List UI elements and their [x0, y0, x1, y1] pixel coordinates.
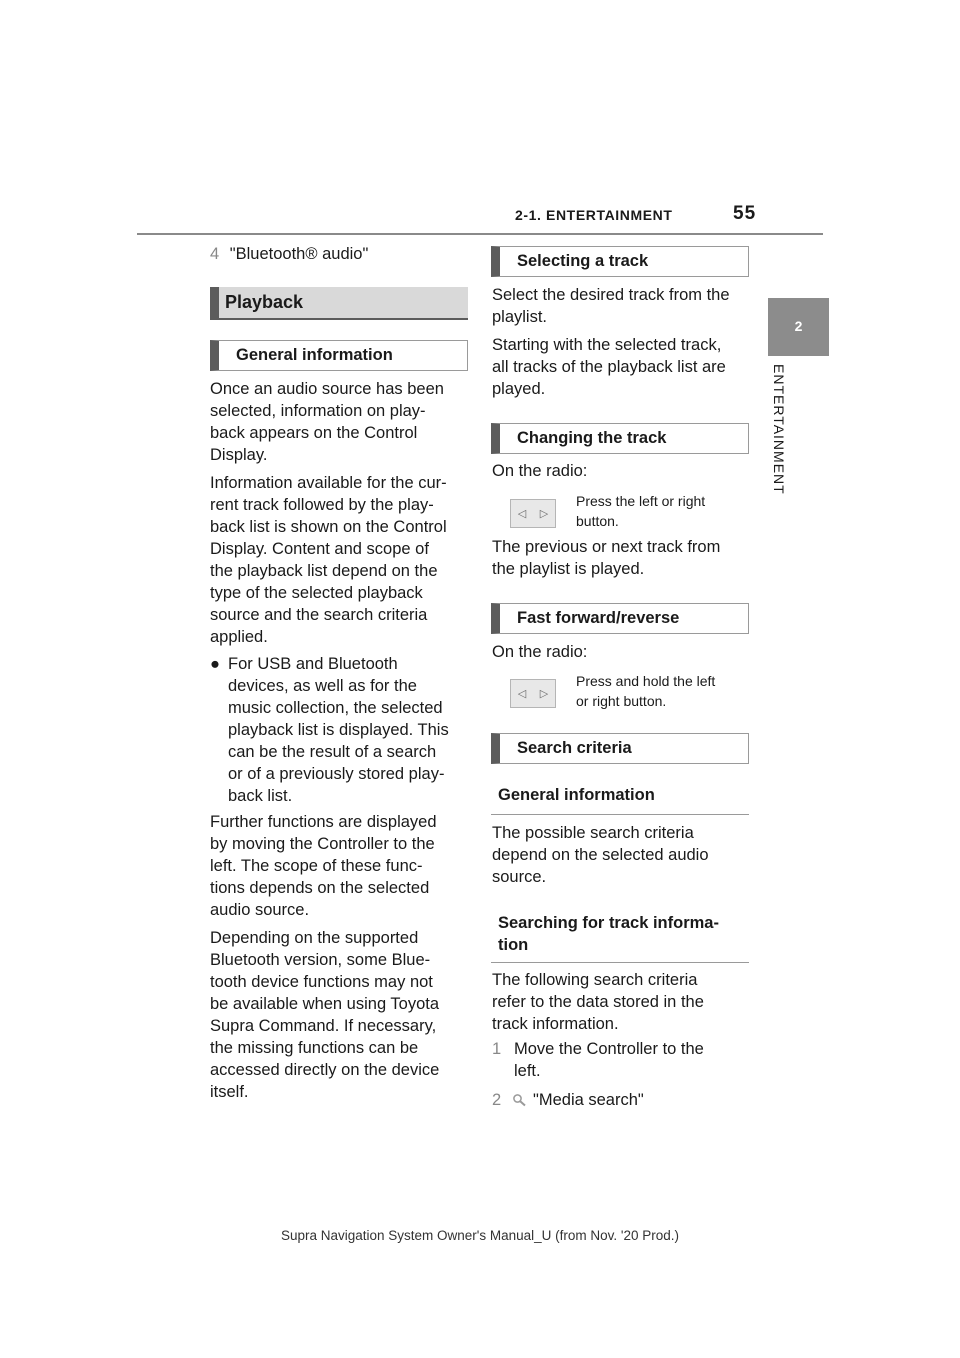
bullet-icon: ● — [210, 655, 220, 673]
on-radio-label: On the radio: — [492, 643, 588, 661]
left-right-button-icon — [510, 499, 556, 528]
step-4 — [210, 243, 465, 265]
step-number: 1 — [492, 1040, 502, 1058]
paragraph: The following search criteria refer to the data stored in the track information. — [492, 971, 704, 1033]
paragraph: The previous or next track from the playlist is played. — [492, 538, 721, 578]
heading-changing-track: Changing the track — [491, 423, 749, 454]
on-radio-label: On the radio: — [492, 462, 588, 480]
paragraph: Information available for the cur- rent track followed by the play- back list is shown on the Control Display. Content and scope of the playback list depend on the type of the selected playback source and the search criteria applied. — [210, 474, 447, 646]
left-arrow-icon: ◁ — [517, 688, 527, 700]
page-footer: Supra Navigation System Owner's Manual_U (from Nov. '20 Prod.) — [280, 1228, 680, 1243]
right-arrow-icon: ▷ — [539, 688, 549, 700]
heading-selecting-track: Selecting a track — [491, 246, 749, 277]
left-right-button-icon — [510, 679, 556, 708]
step-2 — [492, 1089, 747, 1111]
paragraph: The possible search criteria depend on the selected audio source. — [492, 824, 709, 886]
para-line: selected, information on play- — [210, 402, 426, 420]
step-1 — [492, 1038, 747, 1082]
step-number: 4 — [210, 245, 220, 263]
bullet-item — [210, 653, 465, 807]
heading-general-information: General information — [210, 340, 468, 371]
button-note: Press the left or right button. — [576, 493, 706, 529]
search-icon — [512, 1093, 528, 1107]
header-rule — [137, 233, 823, 235]
bullet-text: For USB and Bluetooth devices, as well as for the music collection, the selected playback list is displayed. This can be the result of a search or of a previously stored play- back list. — [228, 655, 449, 805]
paragraph — [210, 378, 465, 466]
paragraph: Depending on the supported Bluetooth version, some Blue- tooth device functions may not be available when using Toyota Supra Command. If necessary, the missing functions can be accessed directly on the device itself. — [210, 929, 440, 1101]
page-number: 55 — [733, 203, 757, 224]
left-arrow-icon: ◁ — [517, 508, 527, 520]
paragraph: Select the desired track from the playlist. — [492, 286, 730, 326]
paragraph: Further functions are displayed by moving the Controller to the left. The scope of these func- tions depends on the selected audio source. — [210, 813, 437, 919]
heading-playback: Playback — [210, 287, 468, 320]
heading-fast-forward-reverse: Fast forward/reverse — [491, 603, 749, 634]
step-text: Move the Controller to the left. — [514, 1040, 704, 1080]
chapter-label: ENTERTAINMENT — [771, 364, 787, 495]
heading-search-criteria: Search criteria — [491, 733, 749, 764]
step-text: "Media search" — [533, 1091, 644, 1109]
para-line: back appears on the Control — [210, 424, 418, 442]
section-title: 2-1. ENTERTAINMENT — [515, 207, 673, 223]
step-number: 2 — [492, 1091, 502, 1109]
subheading-searching-track-information: Searching for track informa- tion — [491, 912, 749, 963]
para-line: Once an audio source has been — [210, 380, 444, 398]
right-arrow-icon: ▷ — [539, 508, 549, 520]
chapter-number: 2 — [794, 318, 803, 334]
para-line: Display. — [210, 446, 268, 464]
paragraph: Starting with the selected track, all tracks of the playback list are played. — [492, 336, 726, 398]
subheading-general-information: General information — [491, 786, 749, 815]
step-text: "Bluetooth® audio" — [229, 245, 369, 263]
button-note: Press and hold the left or right button. — [576, 673, 716, 709]
